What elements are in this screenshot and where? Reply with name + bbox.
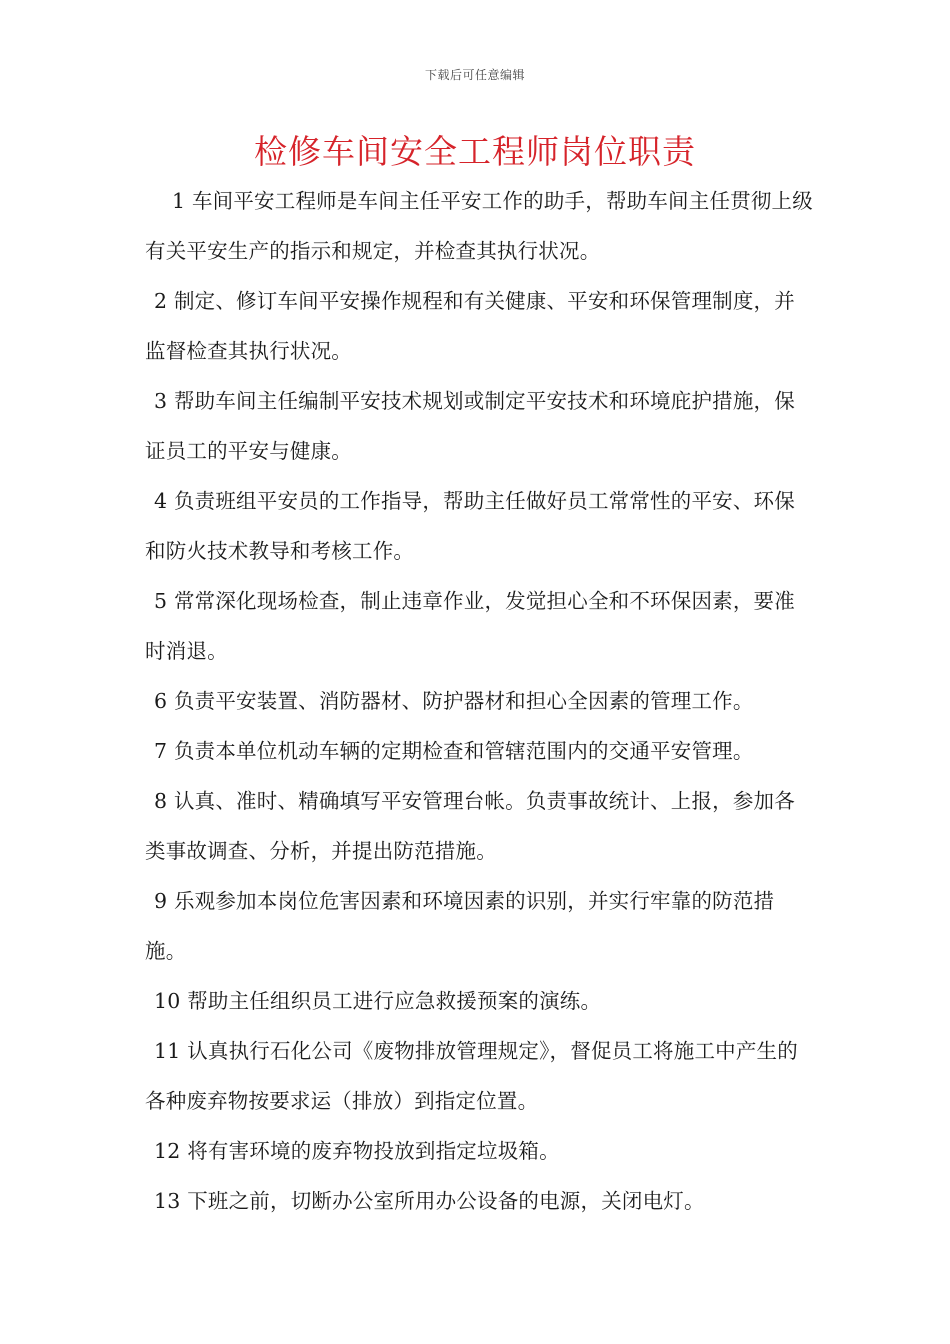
duty-item-9: 9 乐观参加本岗位危害因素和环境因素的识别，并实行牢靠的防范措施。	[145, 889, 775, 963]
header-note: 下载后可任意编辑	[424, 68, 525, 82]
document-body	[145, 176, 813, 1226]
duty-item-6: 6 负责平安装置、消防器材、防护器材和担心全因素的管理工作。	[154, 689, 754, 713]
duty-item-7: 7 负责本单位机动车辆的定期检查和管辖范围内的交通平安管理。	[154, 739, 754, 763]
duty-item-8: 8 认真、准时、精确填写平安管理台帐。负责事故统计、上报，参加各类事故调查、分析，并提出防范措施。	[145, 789, 795, 863]
duty-item-5: 5 常常深化现场检查，制止违章作业，发觉担心全和不环保因素，要准时消退。	[145, 589, 795, 663]
duty-item-10: 10 帮助主任组织员工进行应急救援预案的演练。	[154, 989, 602, 1013]
duty-item-3: 3 帮助车间主任编制平安技术规划或制定平安技术和环境庇护措施，保证员工的平安与健康。	[145, 389, 795, 463]
duty-item-4: 4 负责班组平安员的工作指导，帮助主任做好员工常常性的平安、环保和防火技术教导和考核工作。	[145, 489, 795, 563]
duty-item-1: 1 车间平安工程师是车间主任平安工作的助手，帮助车间主任贯彻上级有关平安生产的指示和规定，并检查其执行状况。	[145, 189, 813, 263]
duty-item-2: 2 制定、修订车间平安操作规程和有关健康、平安和环保管理制度，并监督检查其执行状况。	[145, 289, 795, 363]
duty-item-13: 13 下班之前，切断办公室所用办公设备的电源，关闭电灯。	[154, 1189, 705, 1213]
document-title: 检修车间安全工程师岗位职责	[254, 132, 696, 171]
duty-item-12: 12 将有害环境的废弃物投放到指定垃圾箱。	[154, 1139, 560, 1163]
duty-item-11: 11 认真执行石化公司《废物排放管理规定》，督促员工将施工中产生的各种废弃物按要求运（排放）到指定位置。	[145, 1039, 798, 1113]
